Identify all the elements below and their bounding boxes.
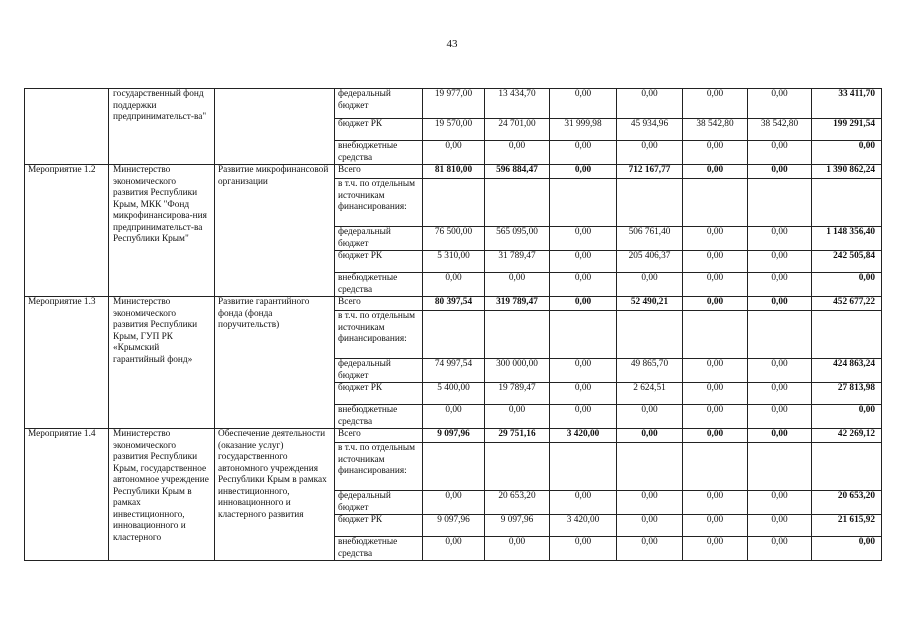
funding-source-cell: Всего [335, 297, 423, 311]
value-cell: 0,00 [748, 251, 812, 273]
value-cell: 2 624,51 [617, 383, 683, 405]
empty-cell [617, 311, 683, 359]
value-cell: 300 000,00 [485, 359, 550, 383]
value-cell: 0,00 [683, 251, 748, 273]
empty-cell [812, 179, 882, 227]
empty-cell [812, 443, 882, 491]
value-cell: 0,00 [683, 273, 748, 297]
value-cell: 0,00 [748, 89, 812, 119]
empty-cell [748, 179, 812, 227]
funding-source-cell: федеральный бюджет [335, 89, 423, 119]
page-number: 43 [446, 38, 458, 50]
funding-source-cell: бюджет РК [335, 515, 423, 537]
value-cell: 80 397,54 [423, 297, 485, 311]
row-total-cell: 21 615,92 [812, 515, 882, 537]
value-cell: 0,00 [683, 89, 748, 119]
value-cell: 0,00 [423, 273, 485, 297]
funding-source-cell: федеральный бюджет [335, 359, 423, 383]
empty-cell [485, 311, 550, 359]
value-cell: 29 751,16 [485, 429, 550, 443]
value-cell: 20 653,20 [485, 491, 550, 515]
value-cell: 19 977,00 [423, 89, 485, 119]
value-cell: 0,00 [748, 141, 812, 165]
value-cell: 0,00 [748, 515, 812, 537]
row-total-cell: 20 653,20 [812, 491, 882, 515]
value-cell: 49 865,70 [617, 359, 683, 383]
value-cell: 5 310,00 [423, 251, 485, 273]
executor-cell: государственный фонд поддержки предпринимательст-ва" [109, 89, 215, 165]
row-total-cell: 424 863,24 [812, 359, 882, 383]
value-cell: 0,00 [550, 491, 617, 515]
value-cell: 0,00 [485, 537, 550, 561]
empty-cell [748, 311, 812, 359]
funding-source-cell: внебюджетные средства [335, 273, 423, 297]
value-cell: 0,00 [683, 491, 748, 515]
value-cell: 0,00 [485, 273, 550, 297]
value-cell: 0,00 [748, 383, 812, 405]
value-cell: 596 884,47 [485, 165, 550, 179]
measure-name-cell: Мероприятие 1.3 [25, 297, 109, 429]
value-cell: 0,00 [683, 359, 748, 383]
value-cell: 0,00 [617, 141, 683, 165]
value-cell: 9 097,96 [423, 515, 485, 537]
funding-source-cell: бюджет РК [335, 251, 423, 273]
row-total-cell: 0,00 [812, 405, 882, 429]
empty-cell [617, 179, 683, 227]
value-cell: 31 999,98 [550, 119, 617, 141]
funding-source-cell: внебюджетные средства [335, 537, 423, 561]
row-total-cell: 242 505,84 [812, 251, 882, 273]
funding-source-cell: бюджет РК [335, 383, 423, 405]
value-cell: 0,00 [748, 537, 812, 561]
value-cell: 76 500,00 [423, 227, 485, 251]
empty-cell [683, 311, 748, 359]
table-row [25, 89, 882, 119]
empty-cell [617, 443, 683, 491]
value-cell: 0,00 [550, 537, 617, 561]
value-cell: 9 097,96 [423, 429, 485, 443]
value-cell: 74 997,54 [423, 359, 485, 383]
value-cell: 0,00 [617, 491, 683, 515]
row-total-cell: 199 291,54 [812, 119, 882, 141]
value-cell: 0,00 [550, 89, 617, 119]
executor-cell: Министерство экономического развития Республики Крым, МКК "Фонд микрофинансирова-ния предпринимательст-ва Республики Крым" [109, 165, 215, 297]
value-cell: 0,00 [683, 141, 748, 165]
empty-cell [485, 443, 550, 491]
description-cell: Развитие микрофинансовой организации [215, 165, 335, 297]
funding-source-cell: в т.ч. по отдельным источникам финансирования: [335, 443, 423, 491]
value-cell: 19 789,47 [485, 383, 550, 405]
row-total-cell: 42 269,12 [812, 429, 882, 443]
value-cell: 0,00 [617, 273, 683, 297]
value-cell: 0,00 [683, 515, 748, 537]
value-cell: 0,00 [423, 141, 485, 165]
row-total-cell: 27 813,98 [812, 383, 882, 405]
value-cell: 0,00 [423, 537, 485, 561]
value-cell: 0,00 [748, 491, 812, 515]
funding-source-cell: Всего [335, 429, 423, 443]
empty-cell [812, 311, 882, 359]
empty-cell [423, 179, 485, 227]
financing-table [24, 88, 882, 561]
value-cell: 38 542,80 [683, 119, 748, 141]
value-cell: 0,00 [683, 537, 748, 561]
row-total-cell: 1 148 356,40 [812, 227, 882, 251]
value-cell: 0,00 [617, 429, 683, 443]
executor-cell: Министерство экономического развития Республики Крым, ГУП РК «Крымский гарантийный фонд» [109, 297, 215, 429]
funding-source-cell: в т.ч. по отдельным источникам финансирования: [335, 311, 423, 359]
value-cell: 81 810,00 [423, 165, 485, 179]
value-cell: 0,00 [617, 89, 683, 119]
funding-source-cell: в т.ч. по отдельным источникам финансирования: [335, 179, 423, 227]
value-cell: 0,00 [617, 537, 683, 561]
value-cell: 0,00 [485, 405, 550, 429]
value-cell: 0,00 [550, 405, 617, 429]
table-row [25, 429, 882, 443]
value-cell: 0,00 [683, 297, 748, 311]
empty-cell [423, 311, 485, 359]
table-row [25, 165, 882, 179]
empty-cell [683, 443, 748, 491]
empty-cell [485, 179, 550, 227]
value-cell: 3 420,00 [550, 429, 617, 443]
value-cell: 0,00 [683, 429, 748, 443]
value-cell: 0,00 [550, 165, 617, 179]
value-cell: 0,00 [550, 383, 617, 405]
funding-source-cell: бюджет РК [335, 119, 423, 141]
value-cell: 0,00 [485, 141, 550, 165]
description-cell: Обеспечение деятельности (оказание услуг) государственного автономного учреждения Республики Крым в рамках инвестиционного, инновационного и кластерного развития [215, 429, 335, 561]
value-cell: 0,00 [423, 491, 485, 515]
value-cell: 52 490,21 [617, 297, 683, 311]
value-cell: 19 570,00 [423, 119, 485, 141]
value-cell: 565 095,00 [485, 227, 550, 251]
row-total-cell: 0,00 [812, 141, 882, 165]
value-cell: 3 420,00 [550, 515, 617, 537]
value-cell: 45 934,96 [617, 119, 683, 141]
funding-source-cell: Всего [335, 165, 423, 179]
value-cell: 38 542,80 [748, 119, 812, 141]
table-row [25, 297, 882, 311]
value-cell: 205 406,37 [617, 251, 683, 273]
value-cell: 712 167,77 [617, 165, 683, 179]
value-cell: 5 400,00 [423, 383, 485, 405]
row-total-cell: 452 677,22 [812, 297, 882, 311]
empty-cell [550, 443, 617, 491]
empty-cell [748, 443, 812, 491]
value-cell: 9 097,96 [485, 515, 550, 537]
value-cell: 0,00 [550, 141, 617, 165]
value-cell: 0,00 [748, 405, 812, 429]
measure-name-cell: Мероприятие 1.4 [25, 429, 109, 561]
value-cell: 0,00 [683, 165, 748, 179]
value-cell: 0,00 [617, 515, 683, 537]
row-total-cell: 33 411,70 [812, 89, 882, 119]
empty-cell [683, 179, 748, 227]
description-cell: Развитие гарантийного фонда (фонда поручительств) [215, 297, 335, 429]
value-cell: 319 789,47 [485, 297, 550, 311]
funding-source-cell: внебюджетные средства [335, 405, 423, 429]
executor-cell: Министерство экономического развития Республики Крым, государственное автономное учреждение Республики Крым в рамках инвестиционного, инновационного и кластерного [109, 429, 215, 561]
funding-source-cell: федеральный бюджет [335, 227, 423, 251]
funding-source-cell: внебюджетные средства [335, 141, 423, 165]
value-cell: 0,00 [683, 227, 748, 251]
value-cell: 506 761,40 [617, 227, 683, 251]
value-cell: 0,00 [748, 273, 812, 297]
value-cell: 0,00 [617, 405, 683, 429]
value-cell: 0,00 [748, 297, 812, 311]
empty-cell [423, 443, 485, 491]
value-cell: 0,00 [550, 297, 617, 311]
value-cell: 31 789,47 [485, 251, 550, 273]
empty-cell [550, 311, 617, 359]
row-total-cell: 0,00 [812, 273, 882, 297]
value-cell: 0,00 [683, 405, 748, 429]
empty-cell [550, 179, 617, 227]
measure-name-cell: Мероприятие 1.2 [25, 165, 109, 297]
value-cell: 0,00 [683, 383, 748, 405]
measure-name-cell [25, 89, 109, 165]
value-cell: 24 701,00 [485, 119, 550, 141]
value-cell: 0,00 [550, 251, 617, 273]
value-cell: 0,00 [748, 165, 812, 179]
value-cell: 13 434,70 [485, 89, 550, 119]
value-cell: 0,00 [748, 227, 812, 251]
value-cell: 0,00 [748, 429, 812, 443]
row-total-cell: 0,00 [812, 537, 882, 561]
funding-source-cell: федеральный бюджет [335, 491, 423, 515]
value-cell: 0,00 [423, 405, 485, 429]
value-cell: 0,00 [748, 359, 812, 383]
value-cell: 0,00 [550, 273, 617, 297]
value-cell: 0,00 [550, 359, 617, 383]
row-total-cell: 1 390 862,24 [812, 165, 882, 179]
description-cell [215, 89, 335, 165]
value-cell: 0,00 [550, 227, 617, 251]
